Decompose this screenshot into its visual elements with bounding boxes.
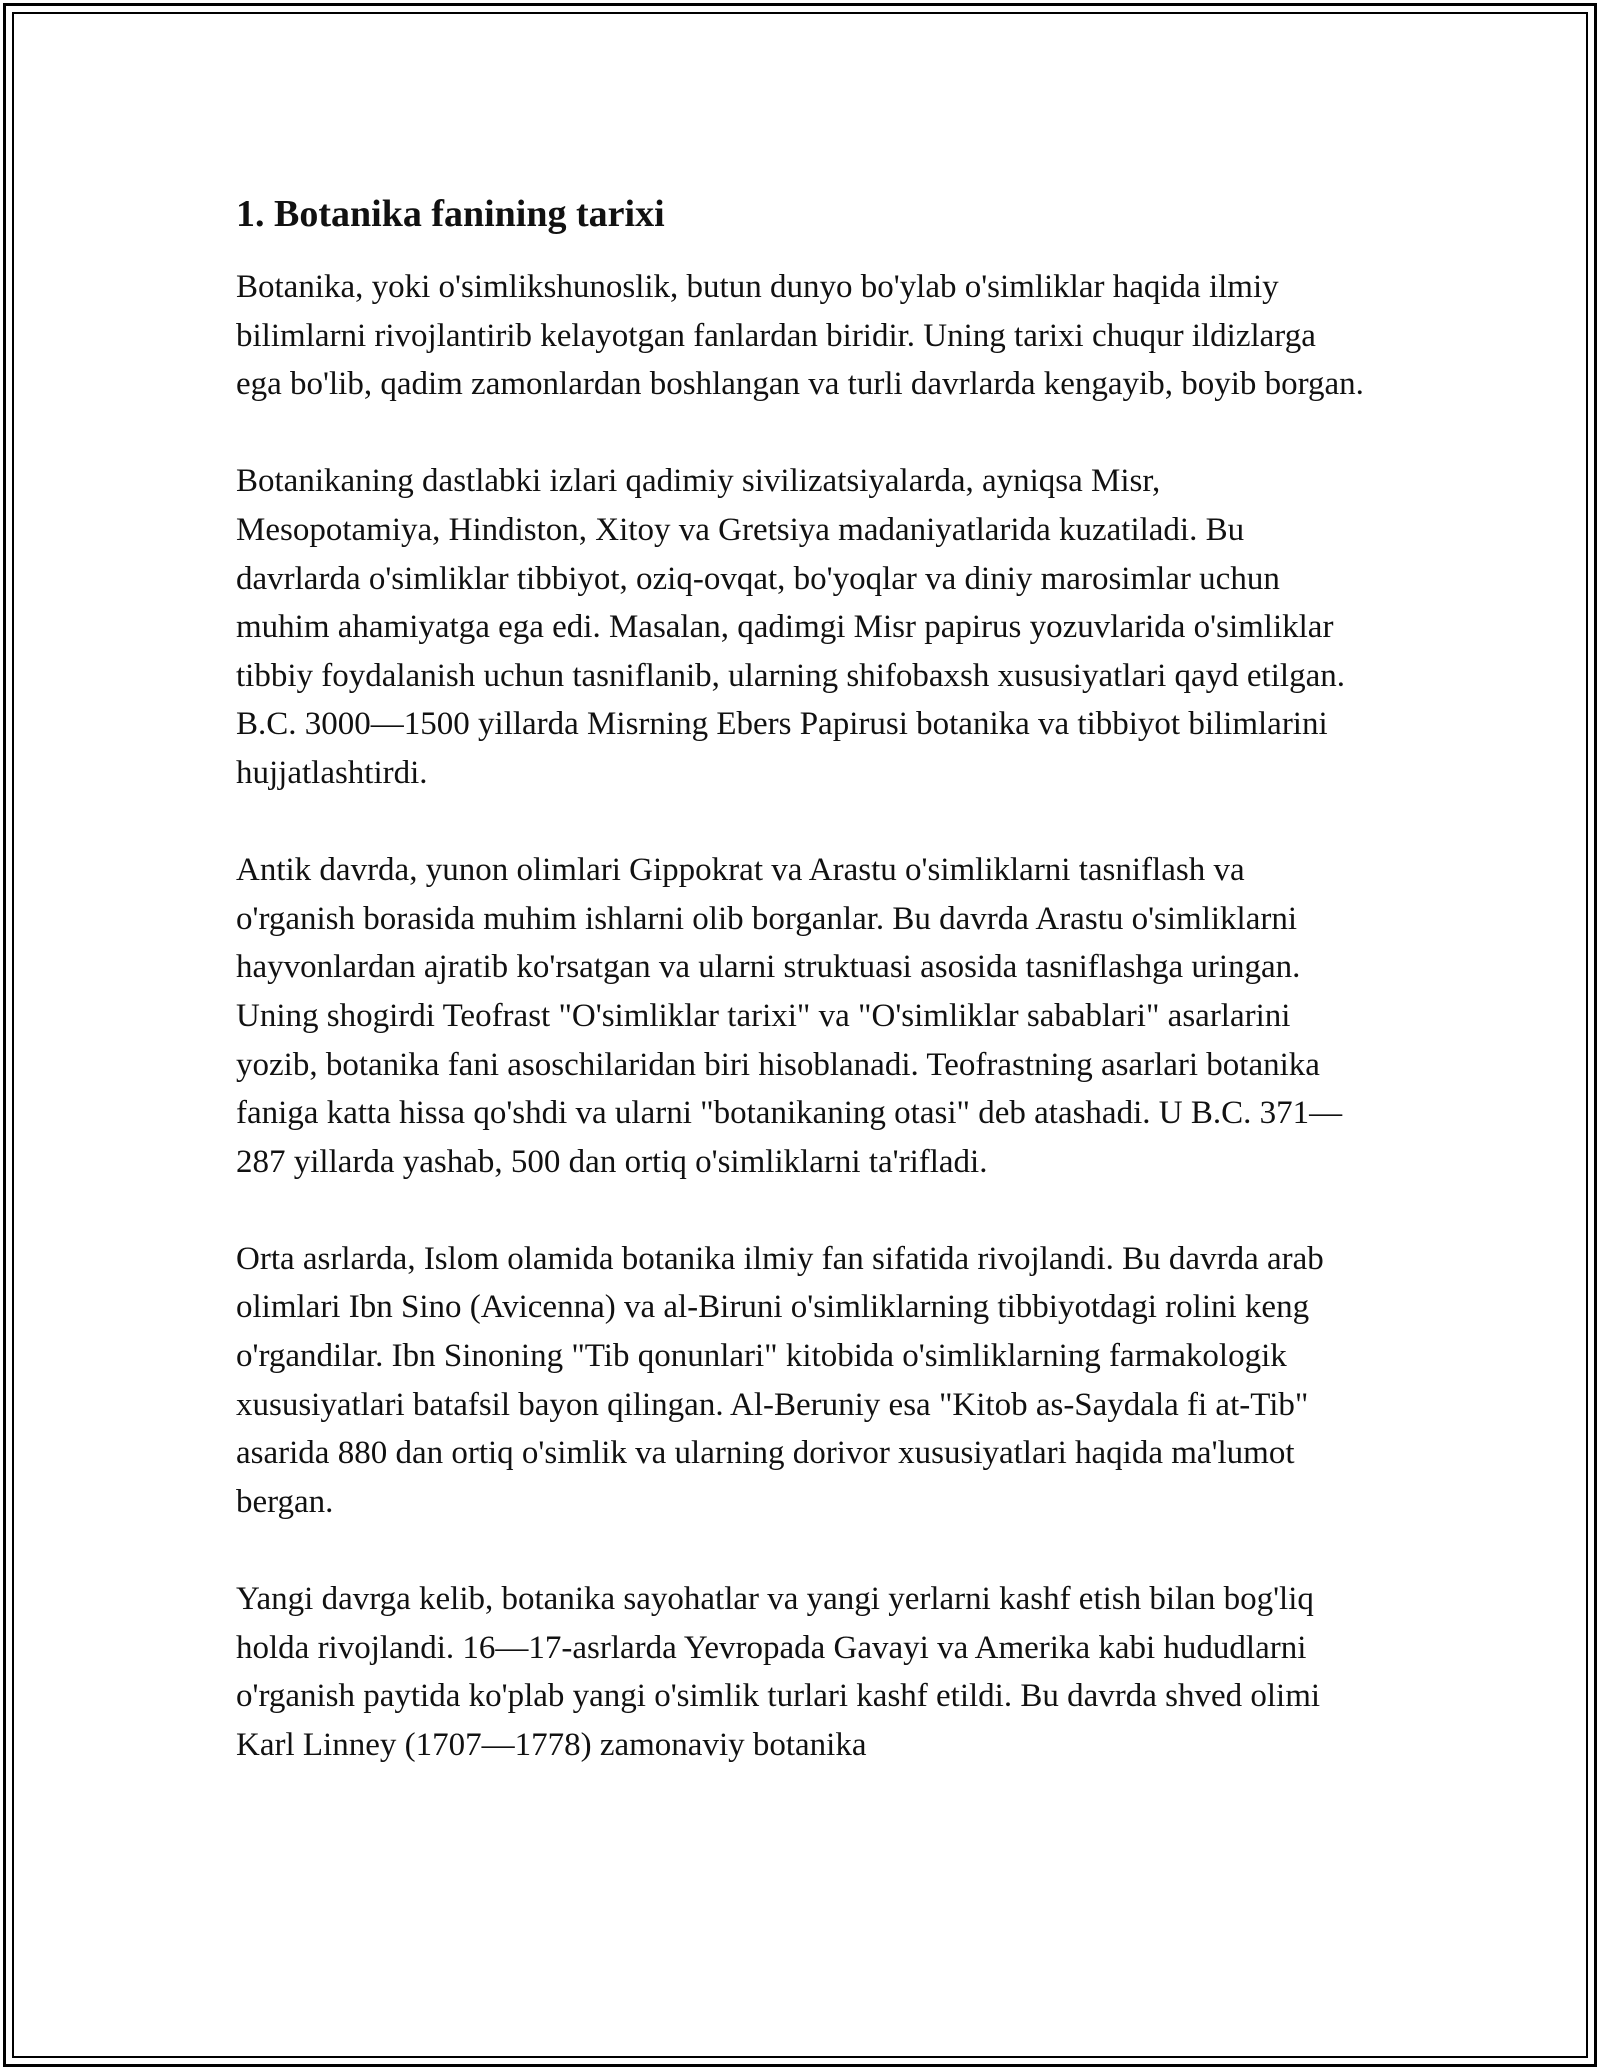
document-body — [236, 185, 1366, 1818]
paragraph-antiquity: Antik davrda, yunon olimlari Gippokrat va Arastu o'simliklarni tasniflash va o'rganish borasida muhim ishlarni olib borganlar. Bu davrda Arastu o'simliklarni hayvonlardan ajratib ko'rsatgan va ularni struktuasi asosida tasniflashga uringan. Uning shogirdi Teofrast "O'simliklar tarixi" va "O'simliklar sabablari" asarlarini yozib, botanika fani asoschilaridan biri hisoblanadi. Teofrastning asarlari botanika faniga katta hissa qo'shdi va ularni "botanikaning otasi" deb atashadi. U B.C. 371—287 yillarda yashab, 500 dan ortiq o'simliklarni ta'rifladi. — [236, 852, 1343, 1180]
paragraph-intro: Botanika, yoki o'simlikshunoslik, butun dunyo bo'ylab o'simliklar haqida ilmiy bilimlarni rivojlantirib kelayotgan fanlardan biridir. Uning tarixi chuqur ildizlarga ega bo'lib, qadim zamonlardan boshlangan va turli davrlarda kengayib, boyib borgan. — [236, 269, 1364, 403]
paragraph-new-era: Yangi davrga kelib, botanika sayohatlar va yangi yerlarni kashf etish bilan bog'liq holda rivojlandi. 16—17-asrlarda Yevropada Gavayi va Amerika kabi hududlarni o'rganish paytida ko'plab yangi o'simlik turlari kashf etildi. Bu davrda shved olimi Karl Linney (1707—1778) zamonaviy botanika — [236, 1581, 1321, 1763]
page-title: 1. Botanika fanining tarixi — [236, 193, 665, 235]
paragraph-ancient-civilizations: Botanikaning dastlabki izlari qadimiy sivilizatsiyalarda, ayniqsa Misr, Mesopotamiya, Hindiston, Xitoy va Gretsiya madaniyatlarida kuzatiladi. Bu davrlarda o'simliklar tibbiyot, oziq-ovqat, bo'yoqlar va diniy marosimlar uchun muhim ahamiyatga ega edi. Masalan, qadimgi Misr papirus yozuvlarida o'simliklar tibbiy foydalanish uchun tasniflanib, ularning shifobaxsh xususiyatlari qayd etilgan. B.C. 3000—1500 yillarda Misrning Ebers Papirusi botanika va tibbiyot bilimlarini hujjatlashtirdi. — [236, 463, 1345, 791]
paragraph-middle-ages: Orta asrlarda, Islom olamida botanika ilmiy fan sifatida rivojlandi. Bu davrda arab olimlari Ibn Sino (Avicenna) va al-Biruni o'simliklarning tibbiyotdagi rolini keng o'rgandilar. Ibn Sinoning "Tib qonunlari" kitobida o'simliklarning farmakologik xususiyatlari batafsil bayon qilingan. Al-Beruniy esa "Kitob as-Saydala fi at-Tib" asarida 880 dan ortiq o'simlik va ularning dorivor xususiyatlari haqida ma'lumot bergan. — [236, 1240, 1324, 1520]
